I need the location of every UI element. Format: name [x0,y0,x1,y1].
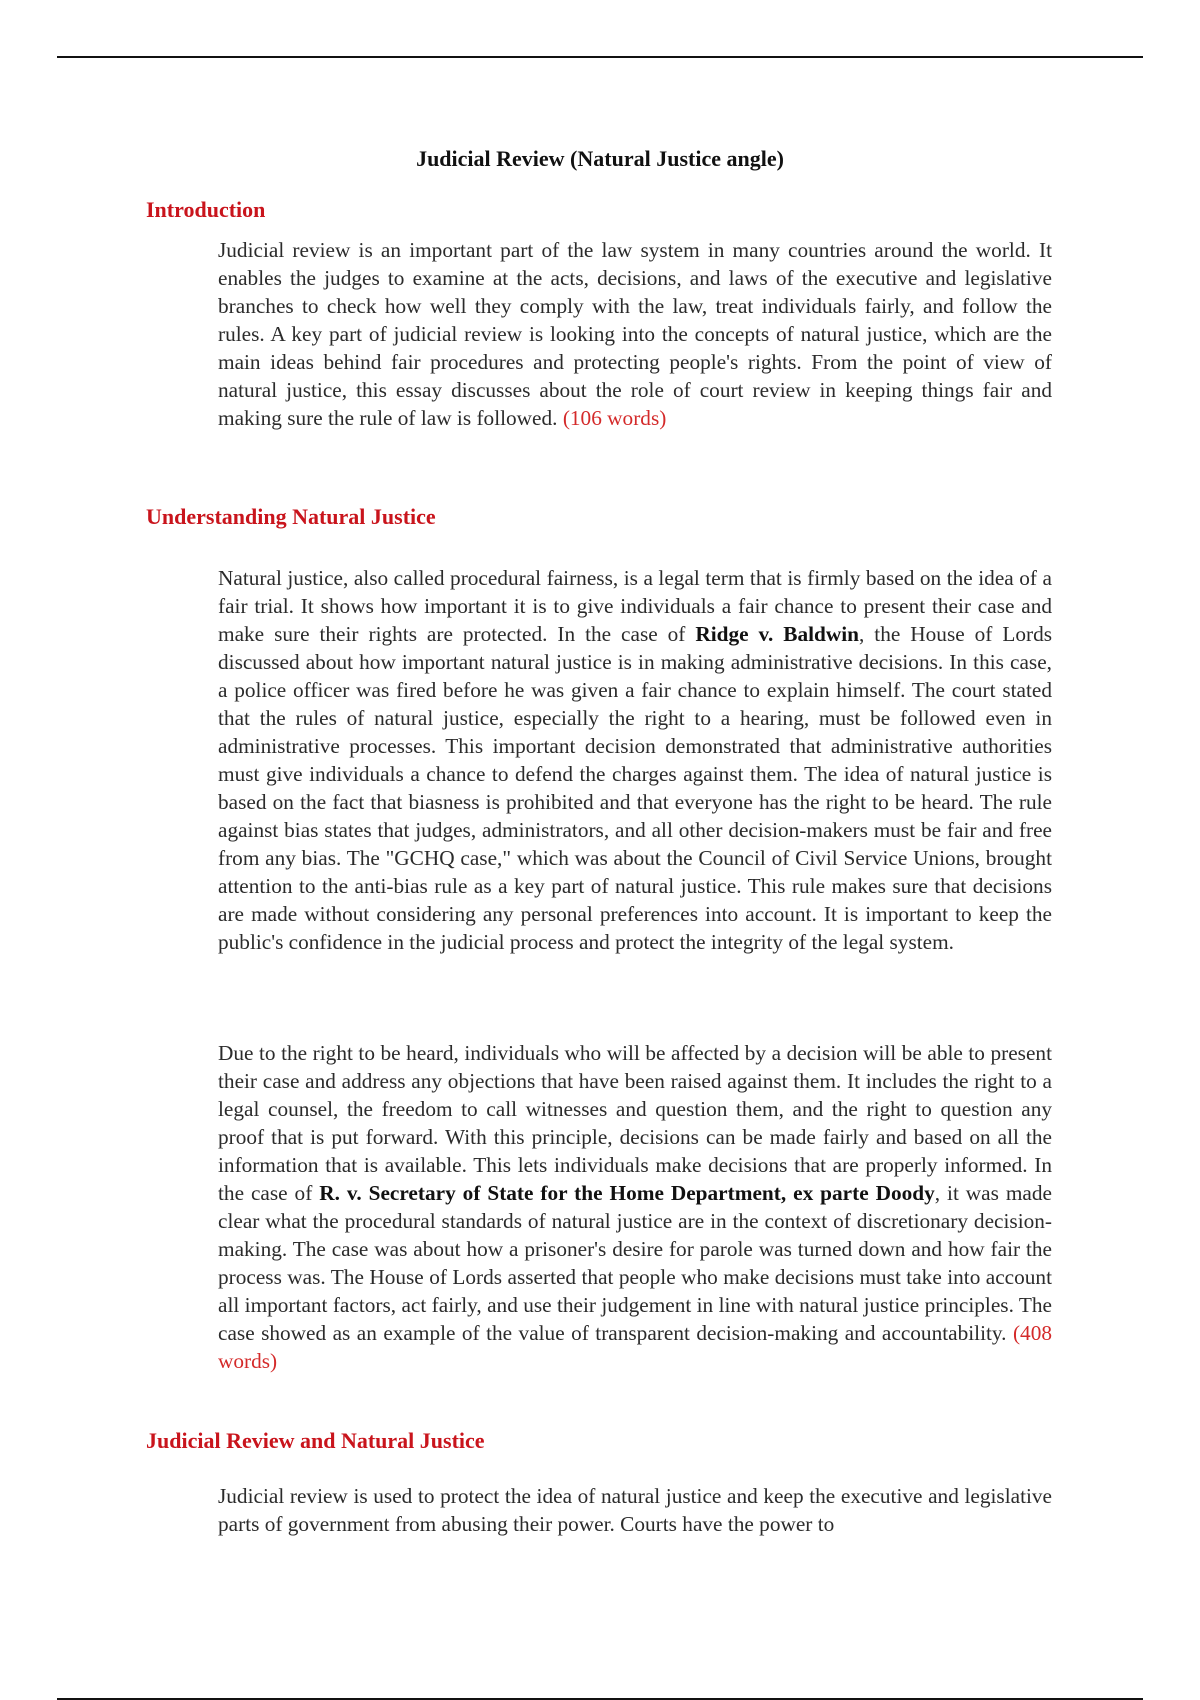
section-heading-judicial-review-and-natural-justice: Judicial Review and Natural Justice [146,1428,485,1453]
paragraph-text: Judicial review is used to protect the idea of natural justice and keep the executive and legislative parts of government from abusing their power. Courts have the power to [218,1484,1052,1536]
word-count: (408 words) [218,1321,1052,1373]
case-citation-doody: R. v. Secretary of State for the Home Department, ex parte Doody [319,1181,935,1205]
paragraph-text: , the House of Lords discussed about how important natural justice is in making administrative decisions. In this case, a police officer was fired before he was given a fair chance to explain himself. The court stated that the rules of natural justice, especially the right to a hearing, must be followed even in administrative processes. This important decision demonstrated that administrative authorities must give individuals a chance to defend the charges against them. The idea of natural justice is based on the fact that biasness is prohibited and that everyone has the right to be heard. The rule against bias states that judges, administrators, and all other decision-makers must be fair and free from any bias. The "GCHQ case," which was about the Council of Civil Service Unions, brought attention to the anti-bias rule as a key part of natural justice. This rule makes sure that decisions are made without considering any personal preferences into account. It is important to keep the public's confidence in the judicial process and protect the integrity of the legal system. [218,622,1053,954]
case-citation-ridge-v-baldwin: Ridge v. Baldwin [695,622,860,646]
paragraph-text: Due to the right to be heard, individuals who will be affected by a decision will be able to present their case and address any objections that have been raised against them. It includes the right to a legal counsel, the freedom to call witnesses and question them, and the right to question any proof that is put forward. With this principle, decisions can be made fairly and based on all the information that is available. This lets individuals make decisions that are properly informed. In the case of [218,1041,1052,1205]
section-heading-introduction: Introduction [146,197,266,222]
paragraph-judicial-review [218,1482,1052,1538]
section-heading-understanding-natural-justice: Understanding Natural Justice [146,504,436,529]
paragraph-text: Judicial review is an important part of the law system in many countries around the world. It enables the judges to examine at the acts, decisions, and laws of the executive and legislative branches to check how well they comply with the law, treat individuals fairly, and follow the rules. A key part of judicial review is looking into the concepts of natural justice, which are the main ideas behind fair procedures and protecting people's rights. From the point of view of natural justice, this essay discusses about the role of court review in keeping things fair and making sure the rule of law is followed. [218,238,1052,430]
paragraph-natural-justice-2 [218,1039,1052,1375]
paragraph-natural-justice-1 [218,564,1052,956]
document-title: Judicial Review (Natural Justice angle) [416,146,784,171]
paragraph-text: , it was made clear what the procedural standards of natural justice are in the context of discretionary decision-making. The case was about how a prisoner's desire for parole was turned down and how fair the process was. The House of Lords asserted that people who make decisions must take into account all important factors, act fairly, and use their judgement in line with natural justice principles. The case showed as an example of the value of transparent decision-making and accountability. [218,1181,1052,1345]
paragraph-text: Natural justice, also called procedural fairness, is a legal term that is firmly based on the idea of a fair trial. It shows how important it is to give individuals a fair chance to present their case and make sure their rights are protected. In the case of [218,566,1052,646]
word-count: (106 words) [562,406,667,430]
header-rule [57,56,1143,58]
paragraph-introduction [218,236,1052,432]
